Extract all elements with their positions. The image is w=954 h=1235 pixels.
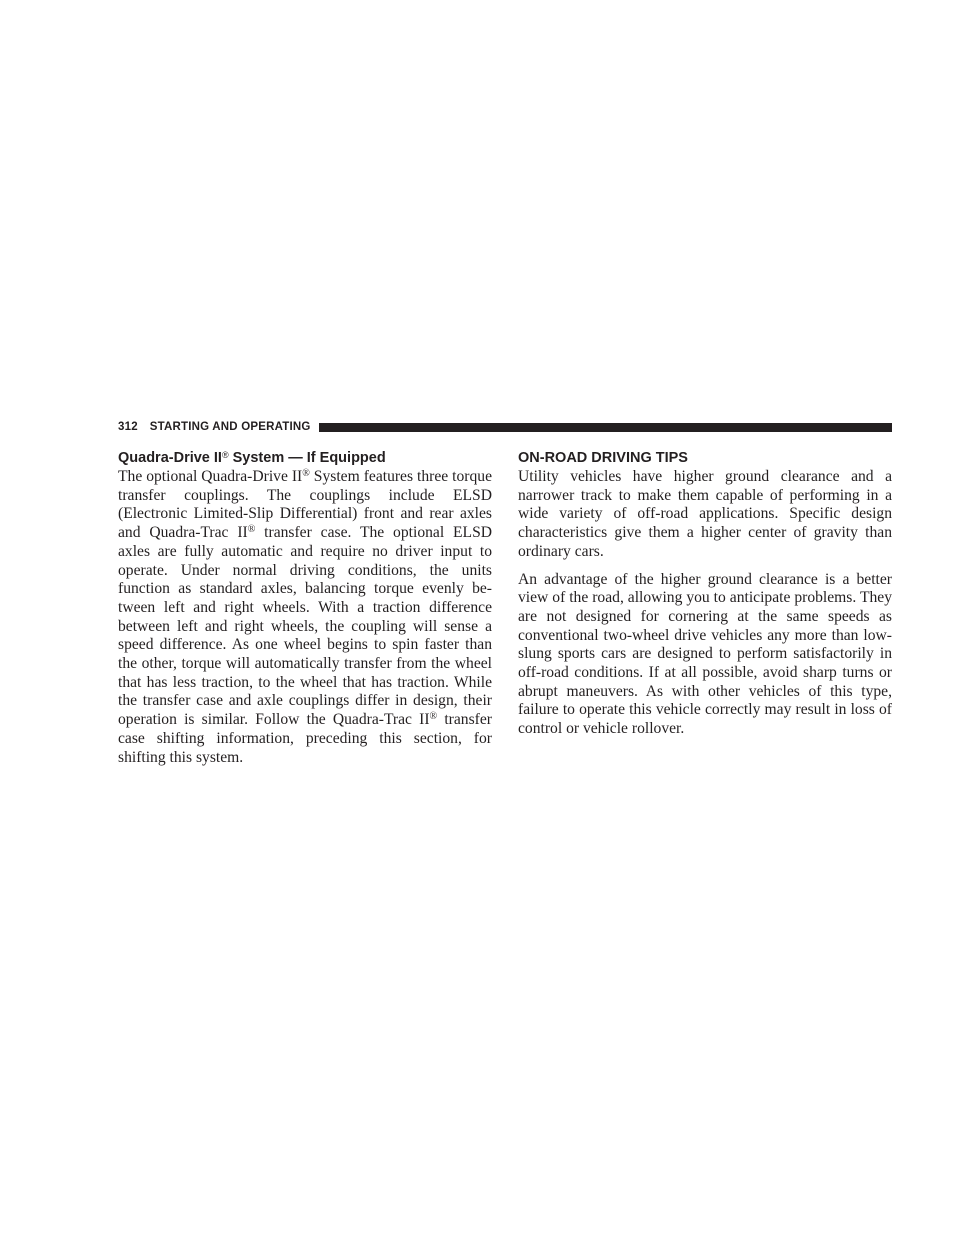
quadra-drive-heading: Quadra-Drive II® System — If Equipped — [118, 450, 386, 466]
left-column — [118, 449, 492, 776]
header-rule — [319, 423, 892, 432]
on-road-paragraph-1: Utility vehicles have higher ground clearance and a narrower track to make them capable of performing in a wide variety of off-road applications. Specific design characteristics give them a higher center of gravity than ordinary cars. — [518, 468, 892, 560]
page-header — [118, 420, 892, 434]
on-road-heading: ON-ROAD DRIVING TIPS — [518, 450, 688, 466]
section-title: STARTING AND OPERATING — [149, 421, 311, 433]
page-number: 312 — [118, 421, 138, 433]
right-column — [518, 449, 892, 748]
on-road-paragraph-2: An advantage of the higher ground clearance is a better view of the road, allowing you to anticipate problems. They are not designed for cornering at the same speeds as conventional two-wheel drive vehicles any more than low-slung sports cars are designed to perform satisfactorily in off-road conditions. If at all possible, avoid sharp turns or abrupt maneuvers. As with other vehicles of this type, failure to operate this vehicle correctly may result in loss of control or vehicle rollover. — [518, 570, 892, 738]
quadra-drive-paragraph: The optional Quadra-Drive II® System features three torque transfer couplings. The couplings include ELSD (Electronic Limited-Slip Differential) front and rear axles and Quadra-Trac II® transfer case. The optional ELSD axles are fully automatic and require no driver input to operate. Under normal driving conditions, the units function as standard axles, balancing torque evenly between left and right wheels. With a traction difference between left and right wheels, the coupling will sense a speed difference. As one wheel begins to spin faster than the other, torque will automatically transfer from the wheel that has less traction, to the wheel that has traction. While the transfer case and axle couplings differ in design, their operation is similar. Follow the Quadra-Trac II® transfer case shifting information, preceding this section, for shifting this system. — [118, 468, 492, 766]
